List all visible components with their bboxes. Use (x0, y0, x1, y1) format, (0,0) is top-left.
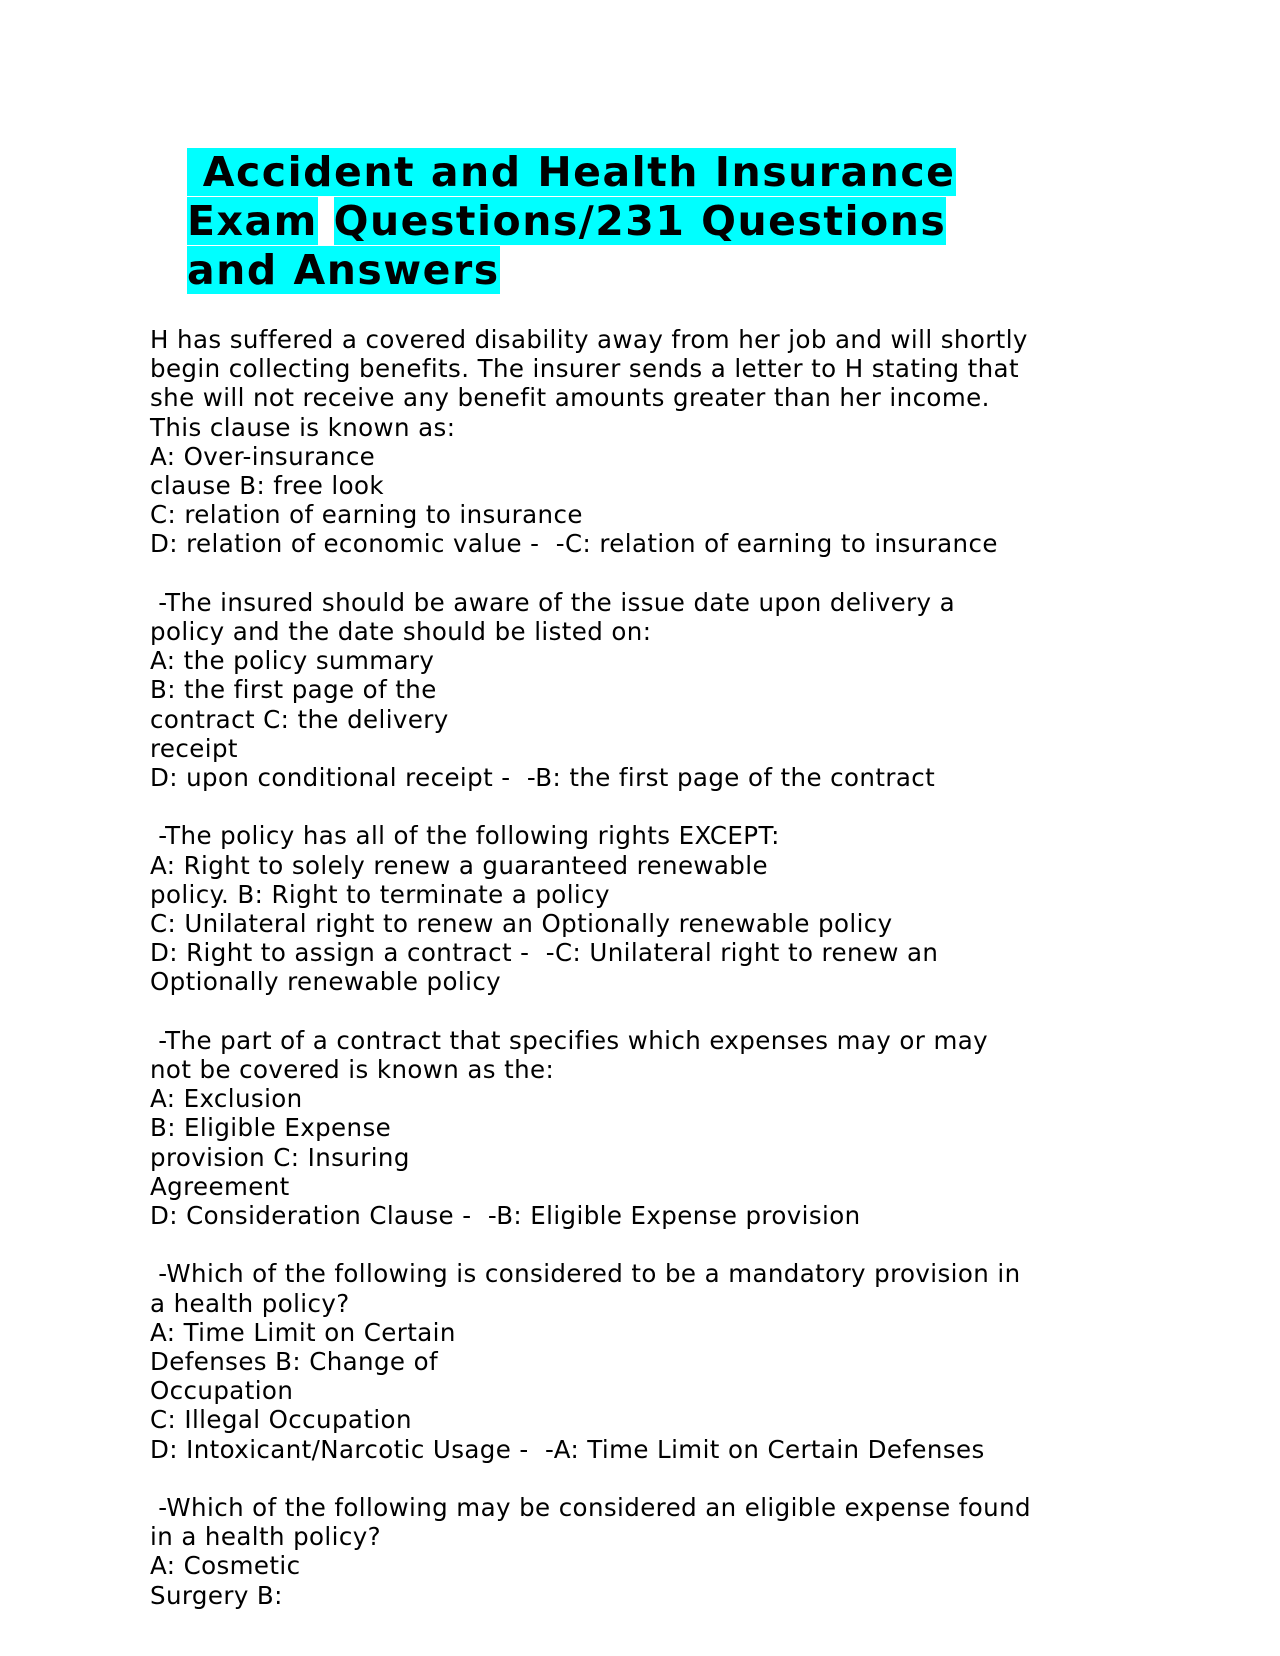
text-line: D: relation of economic value - -C: relation of earning to insurance (150, 529, 998, 559)
text-line: H has suffered a covered disability away from her job and will shortly (150, 325, 1028, 354)
question-block-5 (150, 1259, 1150, 1463)
text-line: A: Over-insurance (150, 441, 376, 471)
text-line: -Which of the following is considered to be a mandatory provision in (150, 1259, 1021, 1289)
text-line: C: Illegal Occupation (150, 1405, 412, 1435)
question-block-4 (150, 1026, 1150, 1230)
text-line: A: Exclusion (150, 1084, 303, 1114)
text-line: D: upon conditional receipt - -B: the first page of the contract (150, 763, 936, 793)
text-line: A: Right to solely renew a guaranteed renewable (150, 850, 768, 880)
text-line: This clause is known as: (150, 412, 456, 442)
text-line: B: the first page of the (150, 675, 437, 705)
text-line: B: Eligible Expense (150, 1113, 392, 1143)
question-block-3 (150, 821, 1150, 996)
text-line: D: Right to assign a contract - -C: Unilateral right to renew an (150, 938, 939, 968)
text-line: A: Cosmetic (150, 1551, 301, 1581)
document-title (187, 148, 1087, 295)
document-body (150, 325, 1150, 1639)
title-line-2-text-b: Questions/231 Questions (333, 197, 947, 245)
text-line: A: the policy summary (150, 646, 435, 676)
text-line: in a health policy? (150, 1522, 381, 1552)
text-line: Occupation (150, 1376, 294, 1406)
title-line-1 (187, 148, 1087, 197)
text-line: Optionally renewable policy (150, 967, 502, 997)
text-line: begin collecting benefits. The insurer sends a letter to H stating that (150, 354, 1019, 384)
text-line: a health policy? (150, 1288, 350, 1318)
text-line: -The insured should be aware of the issue date upon delivery a (150, 587, 956, 617)
text-line: D: Consideration Clause - -B: Eligible Expense provision (150, 1201, 861, 1231)
text-line: Surgery B: (150, 1580, 283, 1610)
text-line: provision C: Insuring (150, 1142, 410, 1172)
text-line: D: Intoxicant/Narcotic Usage - -A: Time Limit on Certain Defenses (150, 1434, 985, 1464)
text-line: C: Unilateral right to renew an Optionally renewable policy (150, 909, 893, 939)
text-line: Agreement (150, 1171, 290, 1201)
text-line: -Which of the following may be considered an eligible expense found (150, 1493, 1031, 1523)
question-block-1 (150, 325, 1150, 559)
title-line-3 (187, 246, 1087, 295)
text-line: Defenses B: Change of (150, 1347, 439, 1377)
text-line: she will not receive any benefit amounts greater than her income. (150, 383, 990, 413)
text-line: not be covered is known as the: (150, 1055, 555, 1085)
question-block-6 (150, 1493, 1150, 1610)
text-line: policy. B: Right to terminate a policy (150, 879, 610, 909)
text-line: contract C: the delivery (150, 704, 449, 734)
text-line: receipt (150, 733, 238, 763)
text-line: -The part of a contract that specifies which expenses may or may (150, 1025, 989, 1055)
text-line: clause B: free look (150, 471, 384, 501)
title-line-2-text-a: Exam (187, 197, 318, 245)
text-line: -The policy has all of the following rights EXCEPT: (150, 821, 780, 851)
text-line: policy and the date should be listed on: (150, 617, 652, 647)
title-line-2 (187, 197, 1087, 246)
title-line-3-text: and Answers (187, 246, 500, 294)
text-line: A: Time Limit on Certain (150, 1317, 456, 1347)
text-line: C: relation of earning to insurance (150, 500, 583, 530)
title-line-1-text: Accident and Health Insurance (187, 148, 956, 196)
question-block-2 (150, 588, 1150, 792)
